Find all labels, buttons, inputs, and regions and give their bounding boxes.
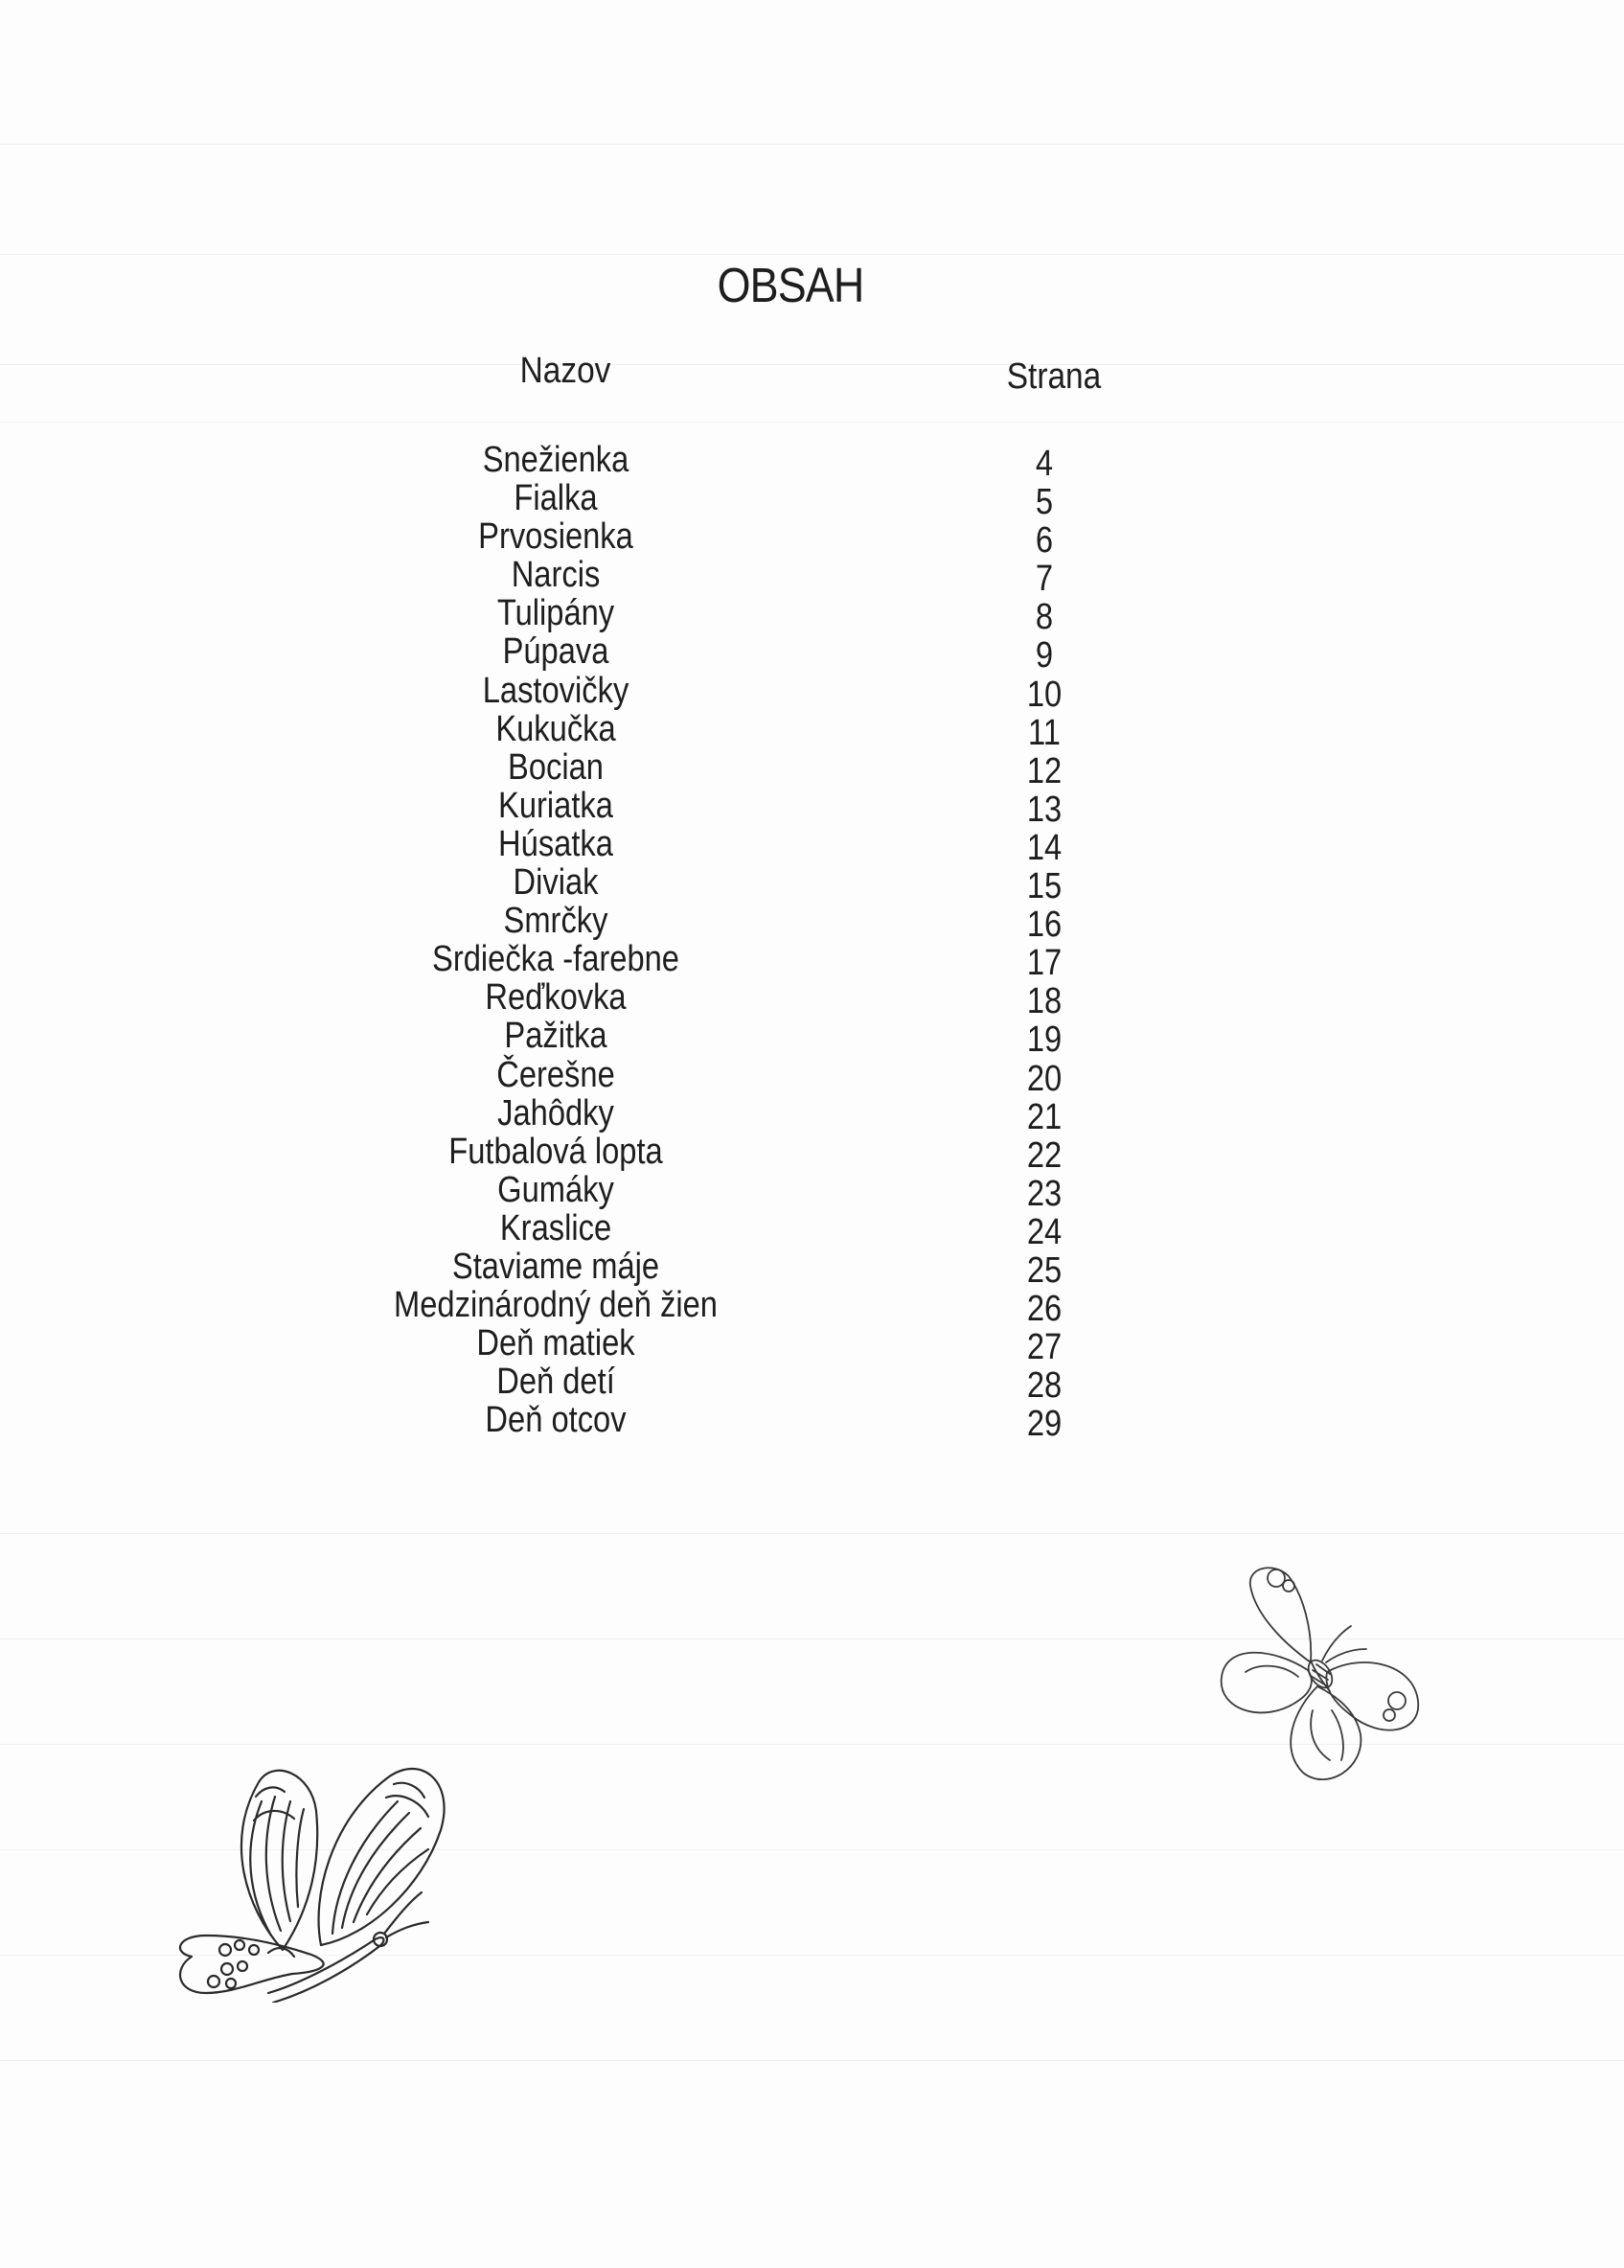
toc-entry [0, 593, 1624, 638]
toc-entry-page-number: 18 [1026, 981, 1063, 1022]
toc-entry-title: Srdiečka -farebne [432, 939, 679, 980]
toc-entry-title: Reďkovka [485, 977, 627, 1019]
toc-entry [0, 516, 1624, 561]
toc-entry [0, 1016, 1624, 1061]
toc-entry-page-number: 20 [1026, 1058, 1063, 1099]
toc-entry-page-number: 4 [1035, 444, 1054, 484]
toc-entry-page-number: 5 [1035, 482, 1054, 523]
toc-entry-page-number: 11 [1028, 712, 1061, 753]
toc-entry [0, 1400, 1624, 1445]
toc-entry [0, 478, 1624, 523]
toc-entry-page-number: 13 [1026, 789, 1063, 830]
toc-entry-title: Tulipány [496, 593, 615, 634]
toc-entry-title: Deň otcov [485, 1400, 627, 1441]
toc-entry-page-number: 22 [1026, 1134, 1063, 1176]
toc-entry-title: Fialka [514, 478, 598, 519]
toc-entry-page-number: 15 [1026, 866, 1063, 907]
paper-rule [0, 254, 1624, 255]
toc-entry [0, 1285, 1624, 1330]
toc-entry-page-number: 19 [1026, 1019, 1063, 1061]
toc-entry-title: Diviak [513, 862, 599, 904]
toc-entry-page-number: 10 [1026, 674, 1063, 715]
toc-entry-title: Jahôdky [497, 1092, 614, 1134]
toc-entry [0, 977, 1624, 1022]
toc-entry [0, 670, 1624, 715]
toc-entry [0, 440, 1624, 484]
toc-entry [0, 708, 1624, 753]
toc-entry-page-number: 6 [1035, 520, 1054, 561]
toc-entry [0, 746, 1624, 791]
toc-entry [0, 1246, 1624, 1291]
toc-entry [0, 555, 1624, 600]
toc-entry-page-number: 29 [1026, 1404, 1063, 1445]
toc-entry [0, 1054, 1624, 1099]
toc-entry-page-number: 16 [1026, 905, 1063, 946]
toc-entry-title: Bocian [508, 746, 604, 788]
toc-entry-title: Gumáky [497, 1169, 614, 1210]
column-header-name: Nazov [519, 351, 611, 391]
toc-entry-page-number: 17 [1026, 943, 1063, 984]
toc-entry-page-number: 24 [1026, 1211, 1063, 1252]
column-header-page: Strana [1006, 356, 1102, 397]
toc-entry-title: Kukučka [495, 708, 616, 749]
toc-entry-title: Púpava [502, 631, 609, 673]
toc-entry [0, 1131, 1624, 1176]
paper-rule [0, 144, 1624, 145]
toc-entry-page-number: 12 [1026, 750, 1063, 791]
toc-entry-title: Snežienka [482, 440, 629, 480]
toc-entry-title: Deň matiek [476, 1323, 635, 1364]
paper-rule [0, 2060, 1624, 2061]
toc-entry-page-number: 25 [1026, 1249, 1063, 1291]
toc-entry [0, 862, 1624, 907]
toc-entry-title: Staviame máje [451, 1246, 660, 1287]
toc-entry-title: Deň detí [496, 1362, 615, 1403]
toc-entry-page-number: 8 [1035, 597, 1054, 638]
butterfly-icon [1207, 1557, 1437, 1787]
toc-entry-page-number: 23 [1026, 1173, 1063, 1214]
toc-entry-page-number: 9 [1035, 635, 1054, 676]
toc-entry-title: Húsatka [498, 823, 613, 864]
toc-entry-page-number: 26 [1026, 1289, 1063, 1330]
toc-entry [0, 1362, 1624, 1407]
toc-entry-page-number: 27 [1026, 1327, 1063, 1368]
toc-entry-title: Smrčky [503, 901, 608, 942]
toc-entry-title: Narcis [511, 555, 601, 596]
toc-entry [0, 785, 1624, 830]
toc-entry [0, 901, 1624, 946]
table-of-contents [0, 440, 1624, 1445]
toc-entry-title: Prvosienka [478, 516, 633, 558]
toc-entry [0, 1092, 1624, 1137]
toc-entry [0, 1207, 1624, 1252]
butterfly-icon [168, 1706, 465, 2003]
toc-entry-title: Čerešne [496, 1054, 615, 1095]
toc-entry-page-number: 21 [1026, 1096, 1063, 1137]
toc-entry [0, 823, 1624, 868]
toc-entry-page-number: 7 [1035, 559, 1054, 600]
toc-entry-title: Pažitka [504, 1016, 607, 1057]
paper-rule [0, 1533, 1624, 1534]
toc-entry-page-number: 28 [1026, 1365, 1063, 1407]
toc-entry [0, 631, 1624, 676]
toc-entry-title: Kuriatka [498, 785, 613, 826]
toc-entry-title: Lastovičky [482, 670, 629, 711]
toc-entry [0, 939, 1624, 984]
paper-rule [0, 422, 1624, 423]
page-title: OBSAH [717, 258, 864, 312]
toc-entry [0, 1323, 1624, 1368]
toc-entry-title: Medzinárodný deň žien [394, 1285, 718, 1326]
toc-entry-page-number: 14 [1026, 827, 1063, 868]
paper-rule [0, 364, 1624, 365]
toc-entry-title: Futbalová lopta [448, 1131, 663, 1172]
toc-entry [0, 1169, 1624, 1214]
toc-entry-title: Kraslice [499, 1207, 612, 1249]
